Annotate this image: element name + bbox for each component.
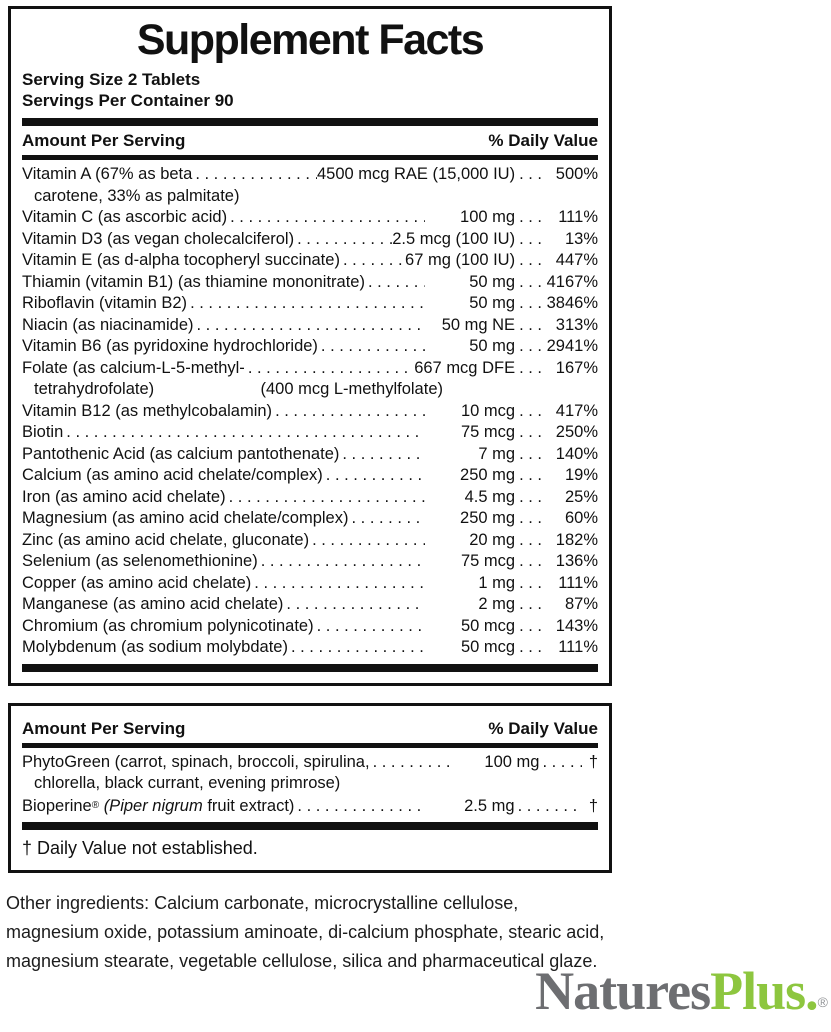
dot-leader — [283, 594, 425, 616]
nutrient-note: (400 mcg L-methylfolate) — [260, 380, 443, 398]
secondary-facts-panel — [8, 703, 612, 874]
nutrient-amount: 50 mg — [469, 337, 516, 355]
dot-separator — [515, 250, 546, 272]
nutrient-daily-value: 447% — [555, 251, 598, 269]
nutrient-amount: 67 mg (100 IU) — [405, 251, 516, 269]
dot-leader — [245, 358, 414, 380]
column-header-row — [22, 126, 598, 155]
dot-separator — [515, 530, 546, 552]
dot-leader — [318, 336, 425, 358]
nutrient-daily-value: 182% — [555, 530, 598, 549]
nutrient-row — [22, 293, 598, 315]
nutrient-amount: 50 mcg — [460, 638, 516, 656]
nutrient-name: Vitamin E (as d-alpha tocopheryl succinate) — [22, 251, 340, 269]
nutrient-amount: 50 mg — [469, 294, 516, 312]
dot-separator — [515, 336, 546, 358]
divider-bar — [22, 664, 598, 672]
supplement-facts-panel — [8, 6, 612, 686]
nutrient-name: Chromium (as chromium polynicotinate) — [22, 616, 314, 635]
nutrient-name-continued: carotene, 33% as palmitate) — [34, 186, 240, 205]
nutrient-amount: 20 mg — [469, 530, 516, 549]
nutrient-name: Manganese (as amino acid chelate) — [22, 595, 284, 613]
nutrient-name: Riboflavin (vitamin B2) — [22, 294, 188, 312]
nutrient-daily-value: 143% — [555, 616, 598, 635]
dot-leader — [187, 293, 425, 315]
dot-separator — [515, 422, 546, 444]
nutrient-row — [22, 422, 598, 444]
nutrient-amount: 7 mg — [478, 444, 516, 463]
dot-leader — [294, 229, 392, 251]
nutrient-amount: 100 mg — [460, 208, 516, 226]
dot-separator — [515, 444, 546, 466]
registered-mark: ® — [91, 799, 100, 811]
nutrient-name: Zinc (as amino acid chelate, gluconate) — [22, 530, 310, 549]
nutrient-daily-value: 4167% — [546, 272, 598, 291]
amount-per-serving-header: Amount Per Serving — [22, 131, 186, 150]
dot-leader — [515, 796, 582, 818]
nutrient-daily-value: † — [588, 796, 598, 815]
nutrient-name: Vitamin C (as ascorbic acid) — [22, 208, 228, 226]
nutrient-amount: 2.5 mcg (100 IU) — [392, 229, 516, 248]
dot-leader — [63, 422, 425, 444]
nutrient-name: Selenium (as selenomethionine) — [22, 552, 258, 570]
dot-leader — [539, 752, 582, 774]
dot-leader — [227, 207, 425, 229]
nutrient-amount: 250 mg — [460, 509, 516, 527]
nutrient-amount: 75 mcg — [460, 552, 516, 570]
nutrient-daily-value: 3846% — [546, 294, 598, 312]
nutrient-name: Calcium (as amino acid chelate/complex) — [22, 466, 323, 484]
serving-size: Serving Size 2 Tablets — [22, 70, 201, 89]
dot-separator — [515, 207, 546, 229]
nutrient-name: Copper (as amino acid chelate) — [22, 573, 252, 592]
brand-name-green: Plus. — [710, 961, 818, 1021]
divider-bar — [22, 822, 598, 830]
nutrient-row — [22, 164, 598, 207]
nutrient-daily-value: 60% — [564, 509, 598, 527]
nutrient-name: Molybdenum (as sodium molybdate) — [22, 638, 288, 656]
other-ingredients: Other ingredients: Calcium carbonate, microcrystalline cellulose, magnesium oxide, potassium aminoate, di-calcium phosphate, stearic acid, magnesium stearate, vegetable cellulose, silica and pharmaceutical glaze. — [6, 893, 605, 971]
daily-value-header: % Daily Value — [488, 131, 598, 150]
dot-leader — [258, 551, 425, 573]
nutrient-daily-value: 13% — [564, 229, 598, 248]
dot-leader — [294, 796, 424, 818]
registered-mark: ® — [817, 994, 828, 1010]
nutrient-amount: 50 mg — [469, 272, 516, 291]
dot-leader — [309, 530, 425, 552]
nutrient-row — [22, 616, 598, 638]
nutrient-daily-value: 500% — [555, 165, 598, 183]
nutrient-name-continued: tetrahydrofolate) — [34, 380, 155, 398]
dot-leader — [365, 272, 425, 294]
nutrient-rows — [22, 160, 598, 659]
nutrient-row — [22, 272, 598, 294]
nutrient-row — [22, 207, 598, 229]
daily-value-footnote: † Daily Value not established. — [22, 838, 258, 858]
nutrient-name: Bioperine® (Piper nigrum fruit extract) — [22, 796, 295, 815]
nutrient-amount: 10 mcg — [460, 401, 516, 420]
nutrient-row — [22, 444, 598, 466]
dot-separator — [515, 616, 546, 638]
nutrient-name: Vitamin B6 (as pyridoxine hydrochloride) — [22, 337, 318, 355]
nutrient-daily-value: † — [588, 752, 598, 771]
dot-leader — [272, 401, 425, 423]
brand-logo — [535, 961, 828, 1032]
nutrient-daily-value: 140% — [555, 444, 598, 463]
nutrient-row — [22, 752, 598, 795]
nutrient-amount: 100 mg — [484, 752, 540, 771]
nutrient-name: Biotin — [22, 423, 64, 441]
dot-leader — [194, 315, 426, 337]
divider-bar — [22, 118, 598, 126]
nutrient-row — [22, 637, 598, 659]
dot-leader — [340, 250, 405, 272]
nutrient-amount: 250 mg — [460, 466, 516, 484]
dot-leader — [288, 637, 425, 659]
nutrient-name: PhytoGreen (carrot, spinach, broccoli, spirulina, — [22, 752, 370, 771]
amount-per-serving-header: Amount Per Serving — [22, 718, 186, 738]
nutrient-daily-value: 417% — [555, 401, 598, 420]
nutrient-amount: 667 mcg DFE — [414, 358, 516, 377]
nutrient-amount: 50 mcg — [460, 616, 516, 635]
dot-leader — [251, 573, 425, 595]
nutrient-row — [22, 229, 598, 251]
dot-separator — [515, 401, 546, 423]
nutrient-name: Vitamin D3 (as vegan cholecalciferol) — [22, 229, 295, 248]
nutrient-row — [22, 487, 598, 509]
nutrient-daily-value: 136% — [555, 552, 598, 570]
nutrient-amount: 50 mg NE — [441, 315, 516, 334]
dot-separator — [515, 272, 546, 294]
dot-leader — [370, 752, 450, 774]
dot-leader — [323, 465, 425, 487]
nutrient-name: Niacin (as niacinamide) — [22, 315, 194, 334]
nutrient-row — [22, 336, 598, 358]
nutrient-name: Folate (as calcium-L-5-methyl- — [22, 358, 245, 377]
dot-separator — [515, 508, 546, 530]
dot-separator — [515, 164, 546, 186]
nutrient-amount: 2 mg — [478, 595, 516, 613]
nutrient-name: Vitamin B12 (as methylcobalamin) — [22, 401, 273, 420]
nutrient-row — [22, 315, 598, 337]
dot-separator — [515, 293, 546, 315]
nutrient-daily-value: 111% — [558, 638, 598, 656]
nutrient-name: Iron (as amino acid chelate) — [22, 487, 226, 506]
nutrient-name: Pantothenic Acid (as calcium pantothenate) — [22, 444, 340, 463]
nutrient-daily-value: 250% — [555, 423, 598, 441]
daily-value-header: % Daily Value — [488, 718, 598, 738]
nutrient-row — [22, 508, 598, 530]
column-header-row — [22, 714, 598, 743]
nutrient-row — [22, 250, 598, 272]
dot-leader — [314, 616, 425, 638]
nutrient-row — [22, 551, 598, 573]
nutrient-row — [22, 795, 598, 818]
nutrient-daily-value: 313% — [555, 315, 598, 334]
servings-per-container: Servings Per Container 90 — [22, 91, 234, 110]
nutrient-row — [22, 594, 598, 616]
nutrient-daily-value: 111% — [558, 573, 598, 592]
dot-leader — [226, 487, 425, 509]
dot-separator — [515, 487, 546, 509]
nutrient-row — [22, 465, 598, 487]
panel-title: Supplement Facts — [136, 16, 484, 64]
nutrient-amount: 1 mg — [478, 573, 516, 592]
nutrient-daily-value: 167% — [555, 358, 598, 377]
nutrient-row — [22, 573, 598, 595]
brand-name-gray: Natures — [535, 961, 711, 1021]
nutrient-daily-value: 2941% — [546, 337, 598, 355]
nutrient-name-continued: chlorella, black currant, evening primrose) — [34, 774, 341, 792]
nutrient-amount: 4500 mcg RAE (15,000 IU) — [316, 165, 516, 183]
nutrient-daily-value: 19% — [564, 466, 598, 484]
dot-separator — [515, 573, 546, 595]
nutrient-daily-value: 111% — [558, 208, 598, 226]
nutrient-name: Magnesium (as amino acid chelate/complex) — [22, 509, 349, 527]
nutrient-amount: 2.5 mg — [464, 796, 515, 815]
dot-separator — [515, 594, 546, 616]
dot-leader — [348, 508, 425, 530]
nutrient-name: Vitamin A (67% as beta — [22, 165, 193, 183]
dot-separator — [515, 465, 546, 487]
dot-separator — [515, 637, 546, 659]
dot-separator — [515, 315, 546, 337]
dot-leader — [339, 444, 425, 466]
dot-separator — [515, 229, 546, 251]
dot-separator — [515, 551, 546, 573]
nutrient-amount: 75 mcg — [460, 423, 516, 441]
nutrient-amount: 4.5 mg — [464, 487, 516, 506]
nutrient-row — [22, 401, 598, 423]
nutrient-row — [22, 358, 598, 401]
dot-leader — [192, 164, 317, 186]
nutrient-daily-value: 25% — [564, 487, 598, 506]
nutrient-row — [22, 530, 598, 552]
nutrient-name: Thiamin (vitamin B1) (as thiamine mononitrate) — [22, 272, 365, 291]
dot-separator — [515, 358, 546, 380]
nutrient-daily-value: 87% — [564, 595, 598, 613]
